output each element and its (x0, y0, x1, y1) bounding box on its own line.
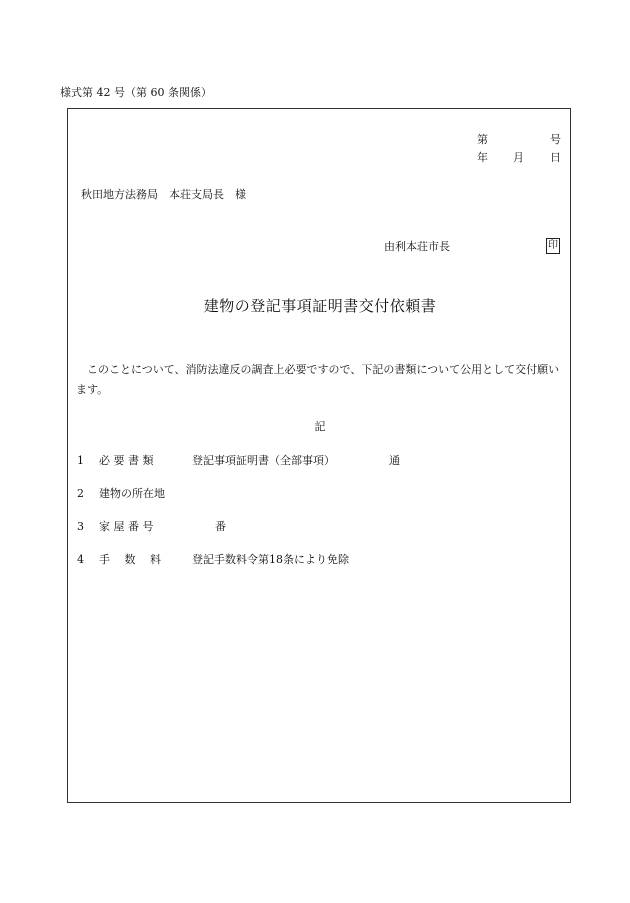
item-value: 登記事項証明書（全部事項） (192, 454, 335, 467)
item-number: 4 (77, 553, 84, 566)
item-value: 番 (215, 520, 226, 533)
item-number: 2 (77, 487, 84, 500)
document-title: 建物の登記事項証明書交付依頼書 (203, 297, 437, 315)
date-day: 日 (550, 151, 561, 164)
document-frame (67, 108, 571, 803)
item-label: 必 要 書 類 (99, 454, 154, 467)
date-year: 年 (477, 151, 488, 164)
seal-box (546, 238, 560, 254)
document-number-suffix: 号 (550, 133, 561, 146)
item-extra: 通 (389, 454, 400, 467)
document-number-prefix: 第 (477, 133, 488, 146)
item-number: 1 (77, 454, 84, 467)
form-number: 様式第 42 号（第 60 条関係） (60, 86, 212, 99)
ki-heading: 記 (314, 420, 326, 433)
date-month: 月 (513, 151, 524, 164)
item-label: 手 数 料 (99, 553, 161, 566)
item-label: 建物の所在地 (99, 487, 165, 500)
addressee: 秋田地方法務局 本荘支局長 様 (81, 188, 246, 201)
sender: 由利本荘市長 (384, 240, 450, 253)
seal-char: 印 (546, 238, 560, 254)
item-label: 家 屋 番 号 (99, 520, 154, 533)
item-value: 登記手数料令第18条により免除 (192, 553, 349, 566)
item-number: 3 (77, 520, 84, 533)
body-text: このことについて、消防法違反の調査上必要ですので、下記の書類について公用として交付願います。 (76, 363, 560, 396)
